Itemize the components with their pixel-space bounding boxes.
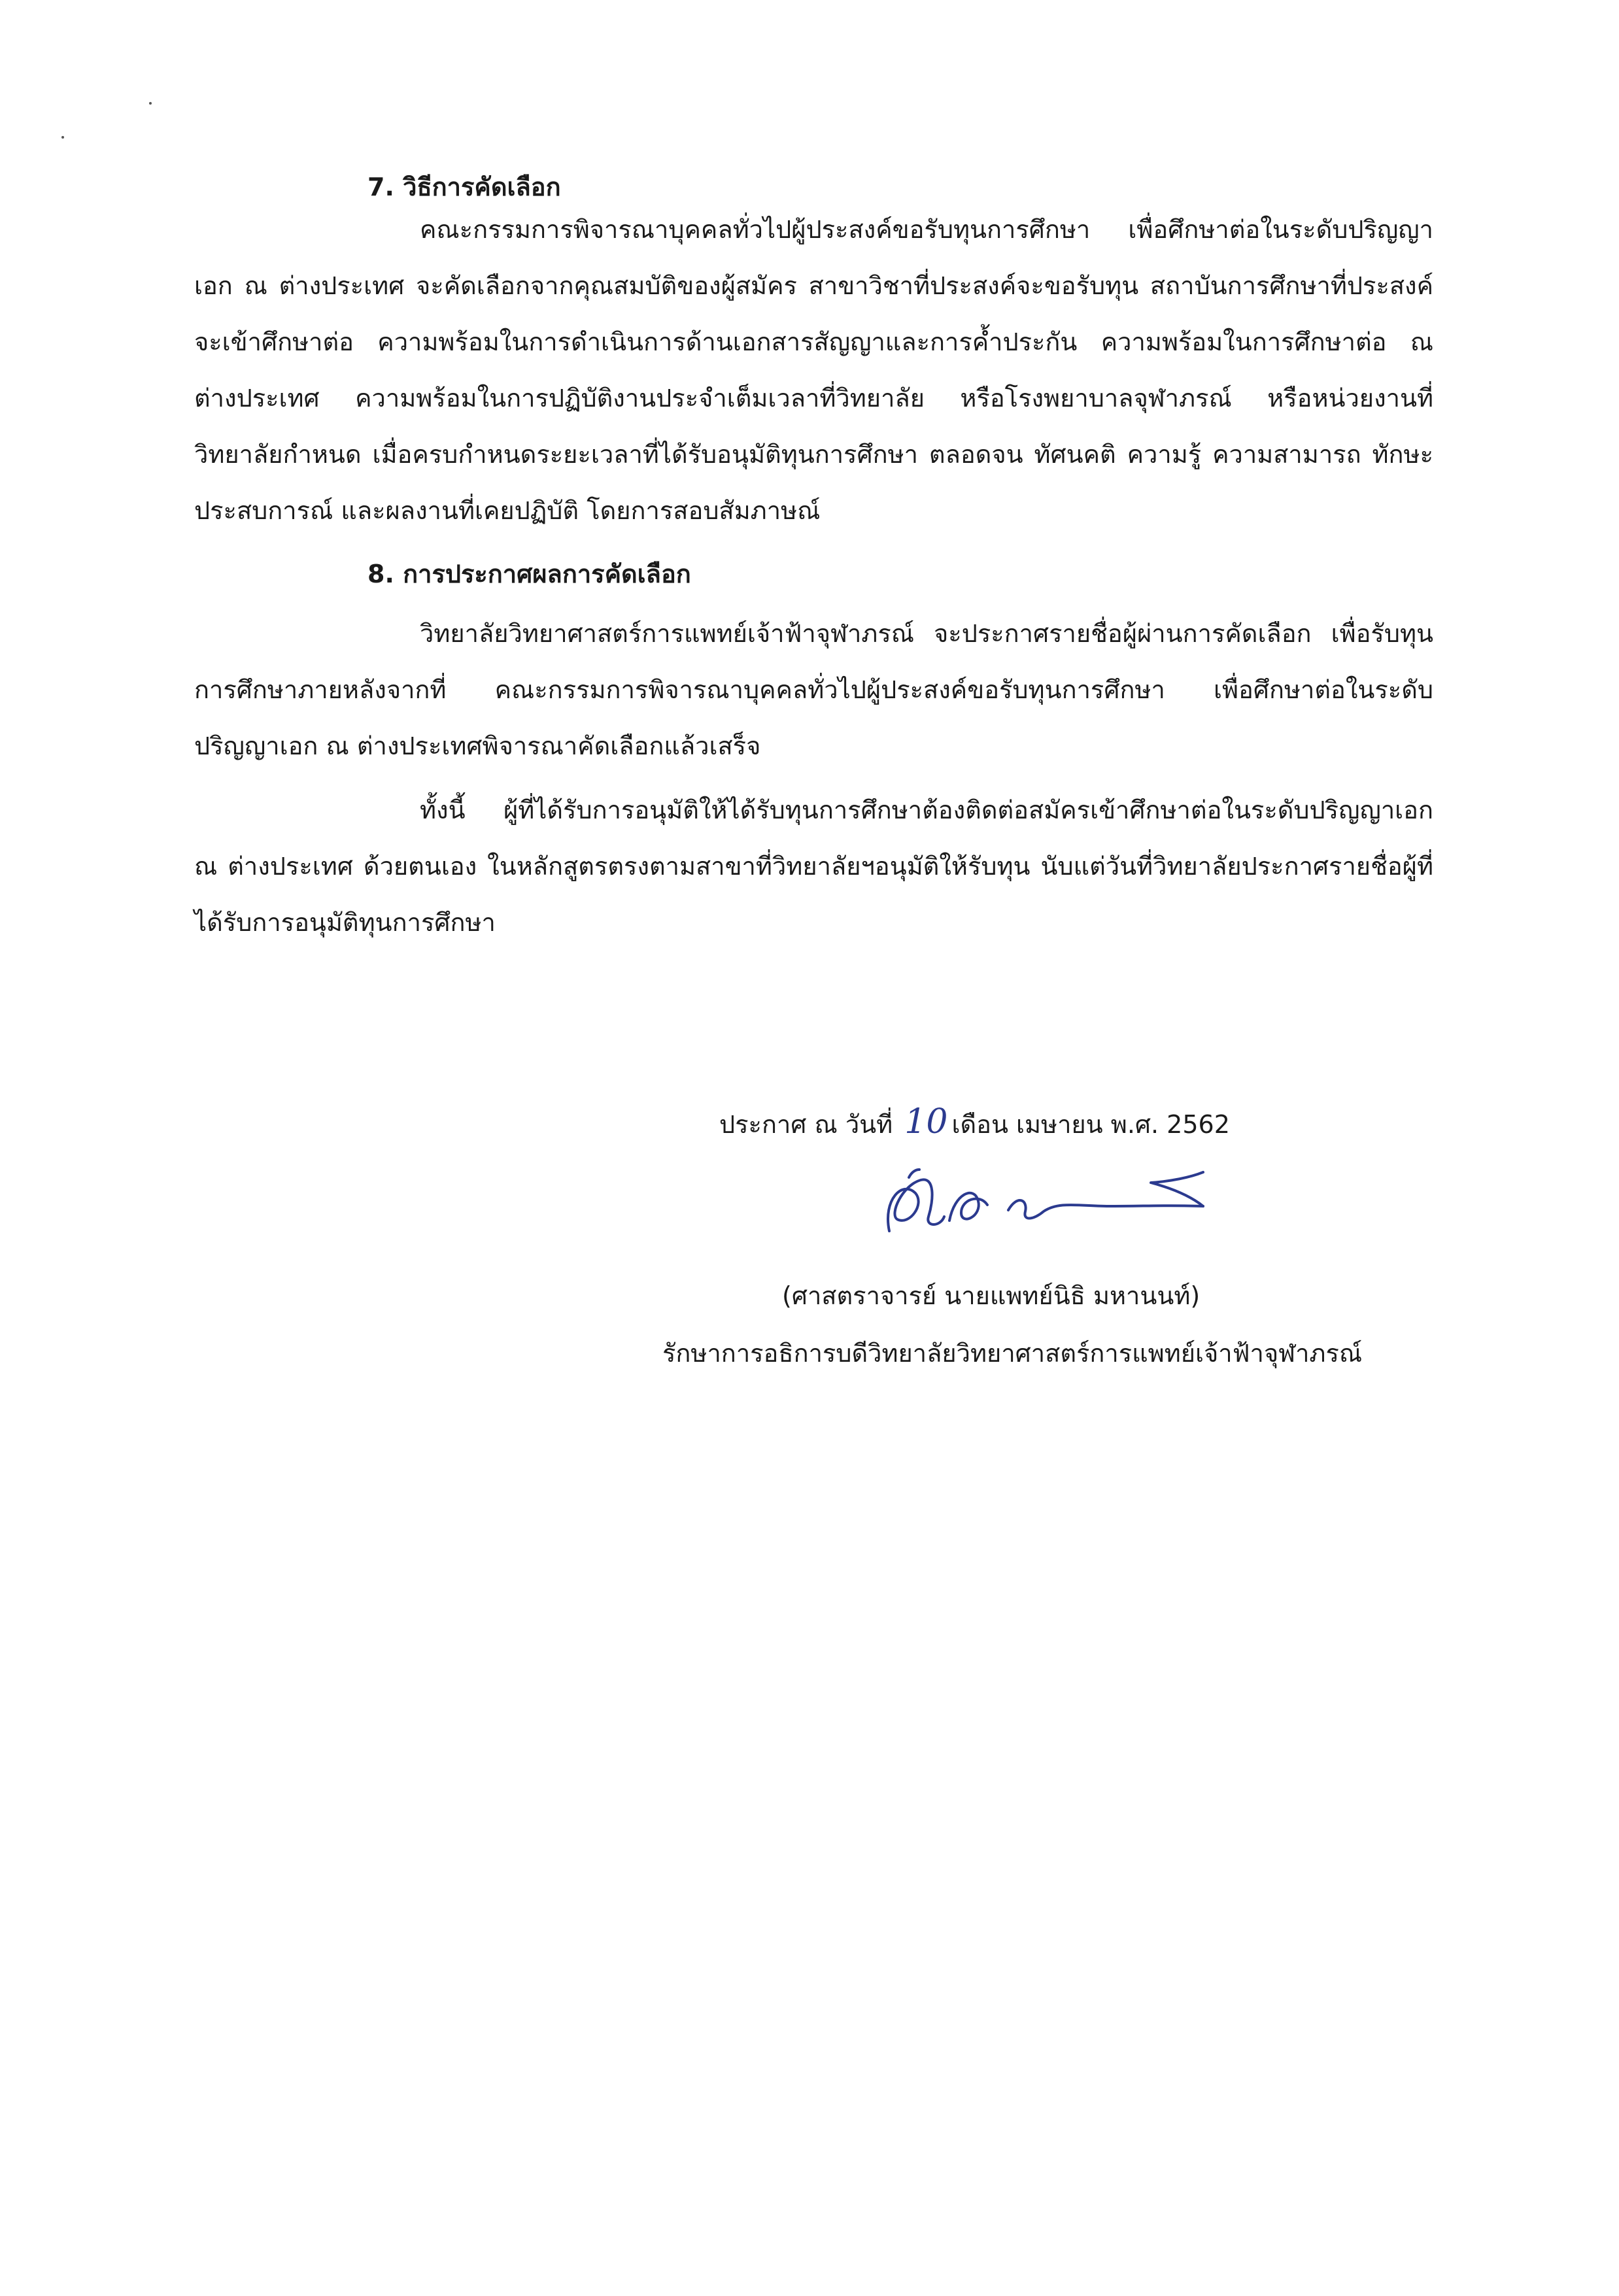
date-prefix: ประกาศ ณ วันที่ [719, 1110, 893, 1139]
date-year: พ.ศ. 2562 [1110, 1110, 1230, 1139]
scan-speck [61, 136, 64, 139]
date-day: 10 [904, 1102, 948, 1141]
section-8-paragraph-2: ทั้งนี้ ผู้ที่ได้รับการอนุมัติให้ได้รับทุนการศึกษาต้องติดต่อสมัครเข้าศึกษาต่อในระดับปริญญาเอก ณ ต่างประเทศ ด้วยตนเอง ในหลักสูตรตรงตามสาขาที่วิทยาลัยฯอนุมัติให้รับทุน นับแต่วันที่วิทยาลัยประกาศรายชื่อผู้ที่ได้รับการอนุมัติทุนการศึกษา [194, 796, 1433, 937]
section-8-paragraph-1: วิทยาลัยวิทยาศาสตร์การแพทย์เจ้าฟ้าจุฬาภรณ์ จะประกาศรายชื่อผู้ผ่านการคัดเลือก เพื่อรับทุนการศึกษาภายหลังจากที่ คณะกรรมการพิจารณาบุคคลทั่วไปผู้ประสงค์ขอรับทุนการศึกษา เพื่อศึกษาต่อในระดับปริญญาเอก ณ ต่างประเทศพิจารณาคัดเลือกแล้วเสร็จ [194, 619, 1433, 760]
signature [863, 1154, 1216, 1252]
date-month: เดือน เมษายน [951, 1110, 1103, 1139]
signer-name: (ศาสตราจารย์ นายแพทย์นิธิ มหานนท์) [782, 1281, 1201, 1310]
section-8-heading: 8. การประกาศผลการคัดเลือก [367, 560, 691, 588]
scan-speck [149, 102, 152, 105]
section-7-paragraph: คณะกรรมการพิจารณาบุคคลทั่วไปผู้ประสงค์ขอรับทุนการศึกษา เพื่อศึกษาต่อในระดับปริญญาเอก ณ ต่างประเทศ จะคัดเลือกจากคุณสมบัติของผู้สมัคร สาขาวิชาที่ประสงค์จะขอรับทุน สถาบันการศึกษาที่ประสงค์จะเข้าศึกษาต่อ ความพร้อมในการดำเนินการด้านเอกสารสัญญาและการค้ำประกัน ความพร้อมในการศึกษาต่อ ณ ต่างประเทศ ความพร้อมในการปฏิบัติงานประจำเต็มเวลาที่วิทยาลัย หรือโรงพยาบาลจุฬาภรณ์ หรือหน่วยงานที่วิทยาลัยกำหนด เมื่อครบกำหนดระยะเวลาที่ได้รับอนุมัติทุนการศึกษา ตลอดจน ทัศนคติ ความรู้ ความสามารถ ทักษะ ประสบการณ์ และผลงานที่เคยปฏิบัติ โดยการสอบสัมภาษณ์ [194, 215, 1433, 525]
section-7-heading: 7. วิธีการคัดเลือก [367, 173, 561, 201]
signer-position: รักษาการอธิการบดีวิทยาลัยวิทยาศาสตร์การแพทย์เจ้าฟ้าจุฬาภรณ์ [662, 1339, 1363, 1368]
announcement-date [719, 1102, 1230, 1144]
